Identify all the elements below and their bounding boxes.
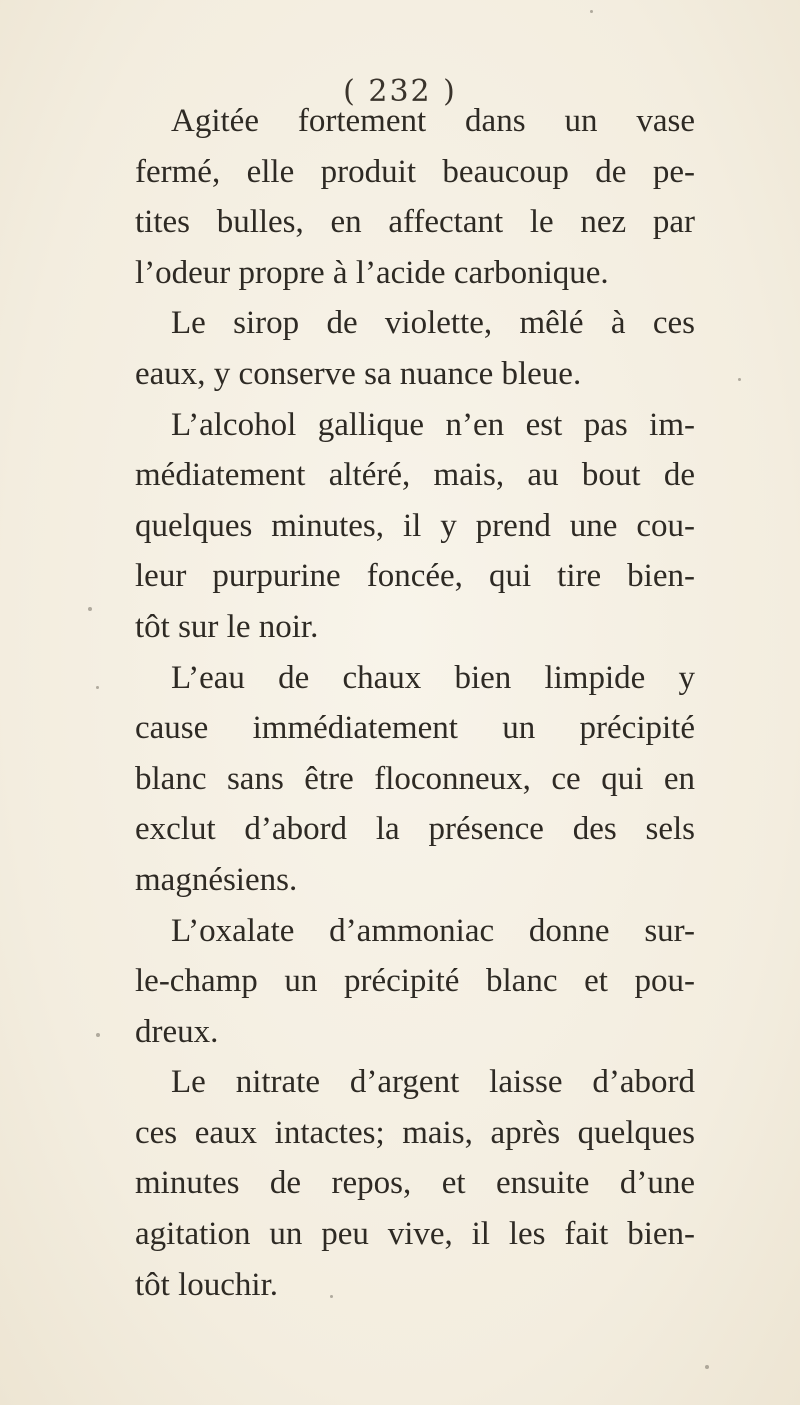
text-line: tôt sur le noir. xyxy=(135,608,319,645)
text-line: tôt louchir. xyxy=(135,1266,278,1303)
text-line: magnésiens. xyxy=(135,861,298,898)
text-line: L’eau de chaux bien limpide y xyxy=(171,659,695,696)
text-line: fermé, elle produit beaucoup de pe- xyxy=(135,153,695,190)
text-line: ces eaux intactes; mais, après quelques xyxy=(135,1114,695,1151)
text-line: tites bulles, en affectant le nez par xyxy=(135,204,695,241)
paper-speck xyxy=(88,607,92,611)
text-line: L’oxalate d’ammoniac donne sur- xyxy=(171,912,695,949)
text-line: l’odeur propre à l’acide carbonique. xyxy=(135,254,609,291)
text-line: eaux, y conserve sa nuance bleue. xyxy=(135,355,582,392)
text-line: dreux. xyxy=(135,1013,219,1050)
text-line: médiatement altéré, mais, au bout de xyxy=(135,457,695,494)
text-line: L’alcohol gallique n’en est pas im- xyxy=(171,406,695,443)
paper-speck xyxy=(96,1033,100,1037)
text-line: cause immédiatement un précipité xyxy=(135,710,695,747)
text-line: exclut d’abord la présence des sels xyxy=(135,811,695,848)
paper-speck xyxy=(590,10,593,13)
paper-speck xyxy=(705,1365,709,1369)
paragraph xyxy=(135,298,695,399)
text-line: blanc sans être floconneux, ce qui en xyxy=(135,760,695,797)
text-line: quelques minutes, il y prend une cou- xyxy=(135,507,695,544)
text-line: agitation un peu vive, il les fait bien- xyxy=(135,1216,695,1253)
paragraph xyxy=(135,96,695,298)
paragraph xyxy=(135,906,695,1058)
paper-speck xyxy=(330,1295,333,1298)
text-line: Le sirop de violette, mêlé à ces xyxy=(171,305,695,342)
text-line: Agitée fortement dans un vase xyxy=(171,103,695,139)
paper-speck xyxy=(738,378,741,381)
paragraph xyxy=(135,1057,695,1310)
text-line: leur purpurine foncée, qui tire bien- xyxy=(135,558,695,595)
body-text xyxy=(135,96,695,1310)
page-number: ( 232 ) xyxy=(343,74,457,109)
text-line: minutes de repos, et ensuite d’une xyxy=(135,1165,695,1202)
paper-speck xyxy=(96,686,99,689)
text-line: Le nitrate d’argent laisse d’abord xyxy=(171,1064,695,1101)
text-line: le-champ un précipité blanc et pou- xyxy=(135,963,695,1000)
paragraph xyxy=(135,653,695,906)
paragraph xyxy=(135,400,695,653)
